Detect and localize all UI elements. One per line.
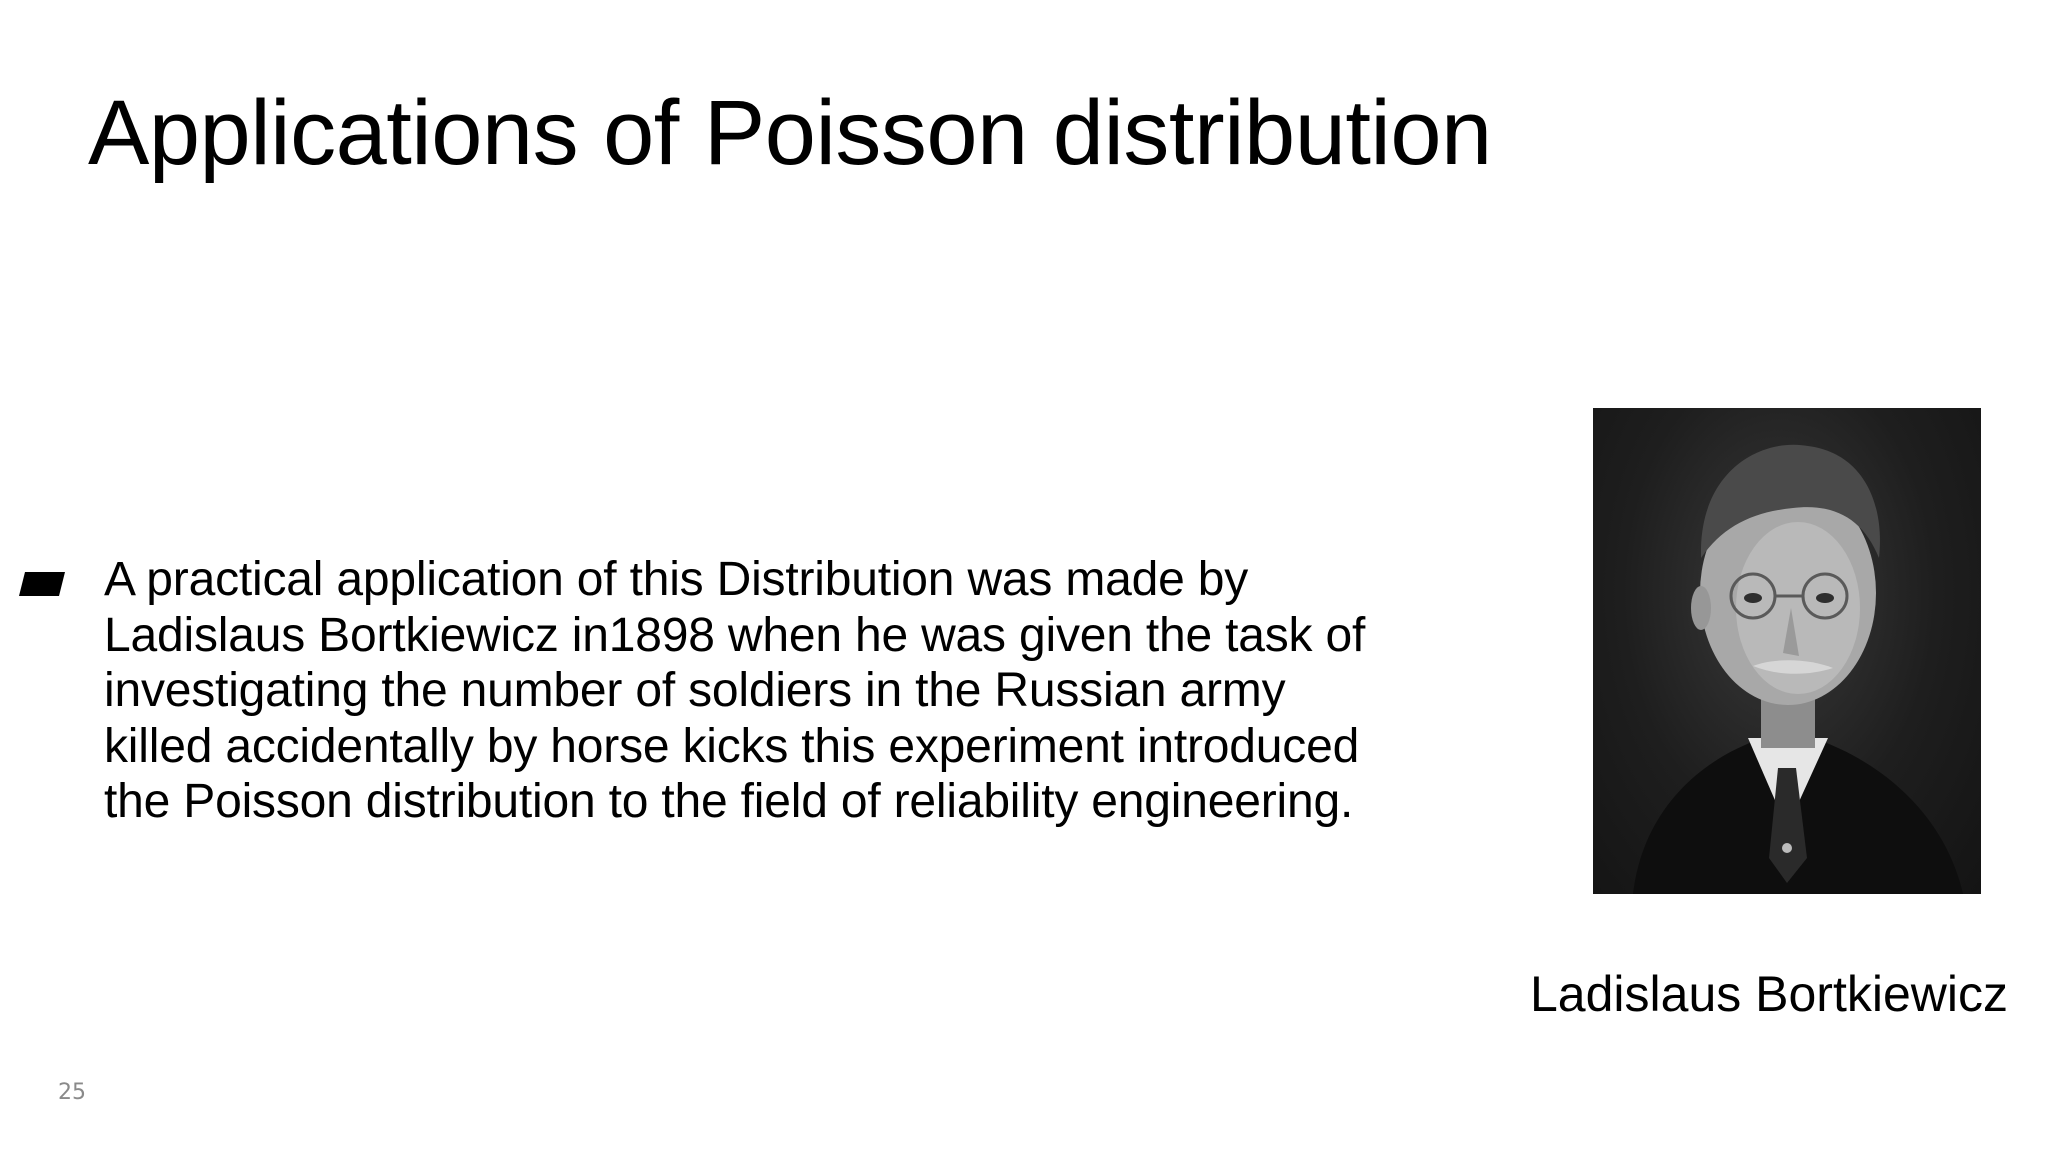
portrait-illustration xyxy=(1593,408,1981,894)
bullet-line: the Poisson distribution to the field of reliability engineering. xyxy=(104,775,1354,828)
bullet-line: killed accidentally by horse kicks this experiment introduced xyxy=(104,719,1360,773)
portrait-photo xyxy=(1593,408,1981,894)
bullet-line: Ladislaus Bortkiewicz in1898 when he was given the task of xyxy=(104,608,1366,662)
page-number: 25 xyxy=(58,1080,86,1105)
bullet-line: A practical application of this Distribution was made by xyxy=(104,553,1249,606)
bullet-line: investigating the number of soldiers in the Russian army xyxy=(104,664,1286,717)
slide-title: Applications of Poisson distribution xyxy=(88,82,1492,184)
bullet-text xyxy=(104,552,1504,830)
bullet-parallelogram-icon xyxy=(19,572,65,596)
portrait-caption: Ladislaus Bortkiewicz xyxy=(1530,966,2008,1022)
